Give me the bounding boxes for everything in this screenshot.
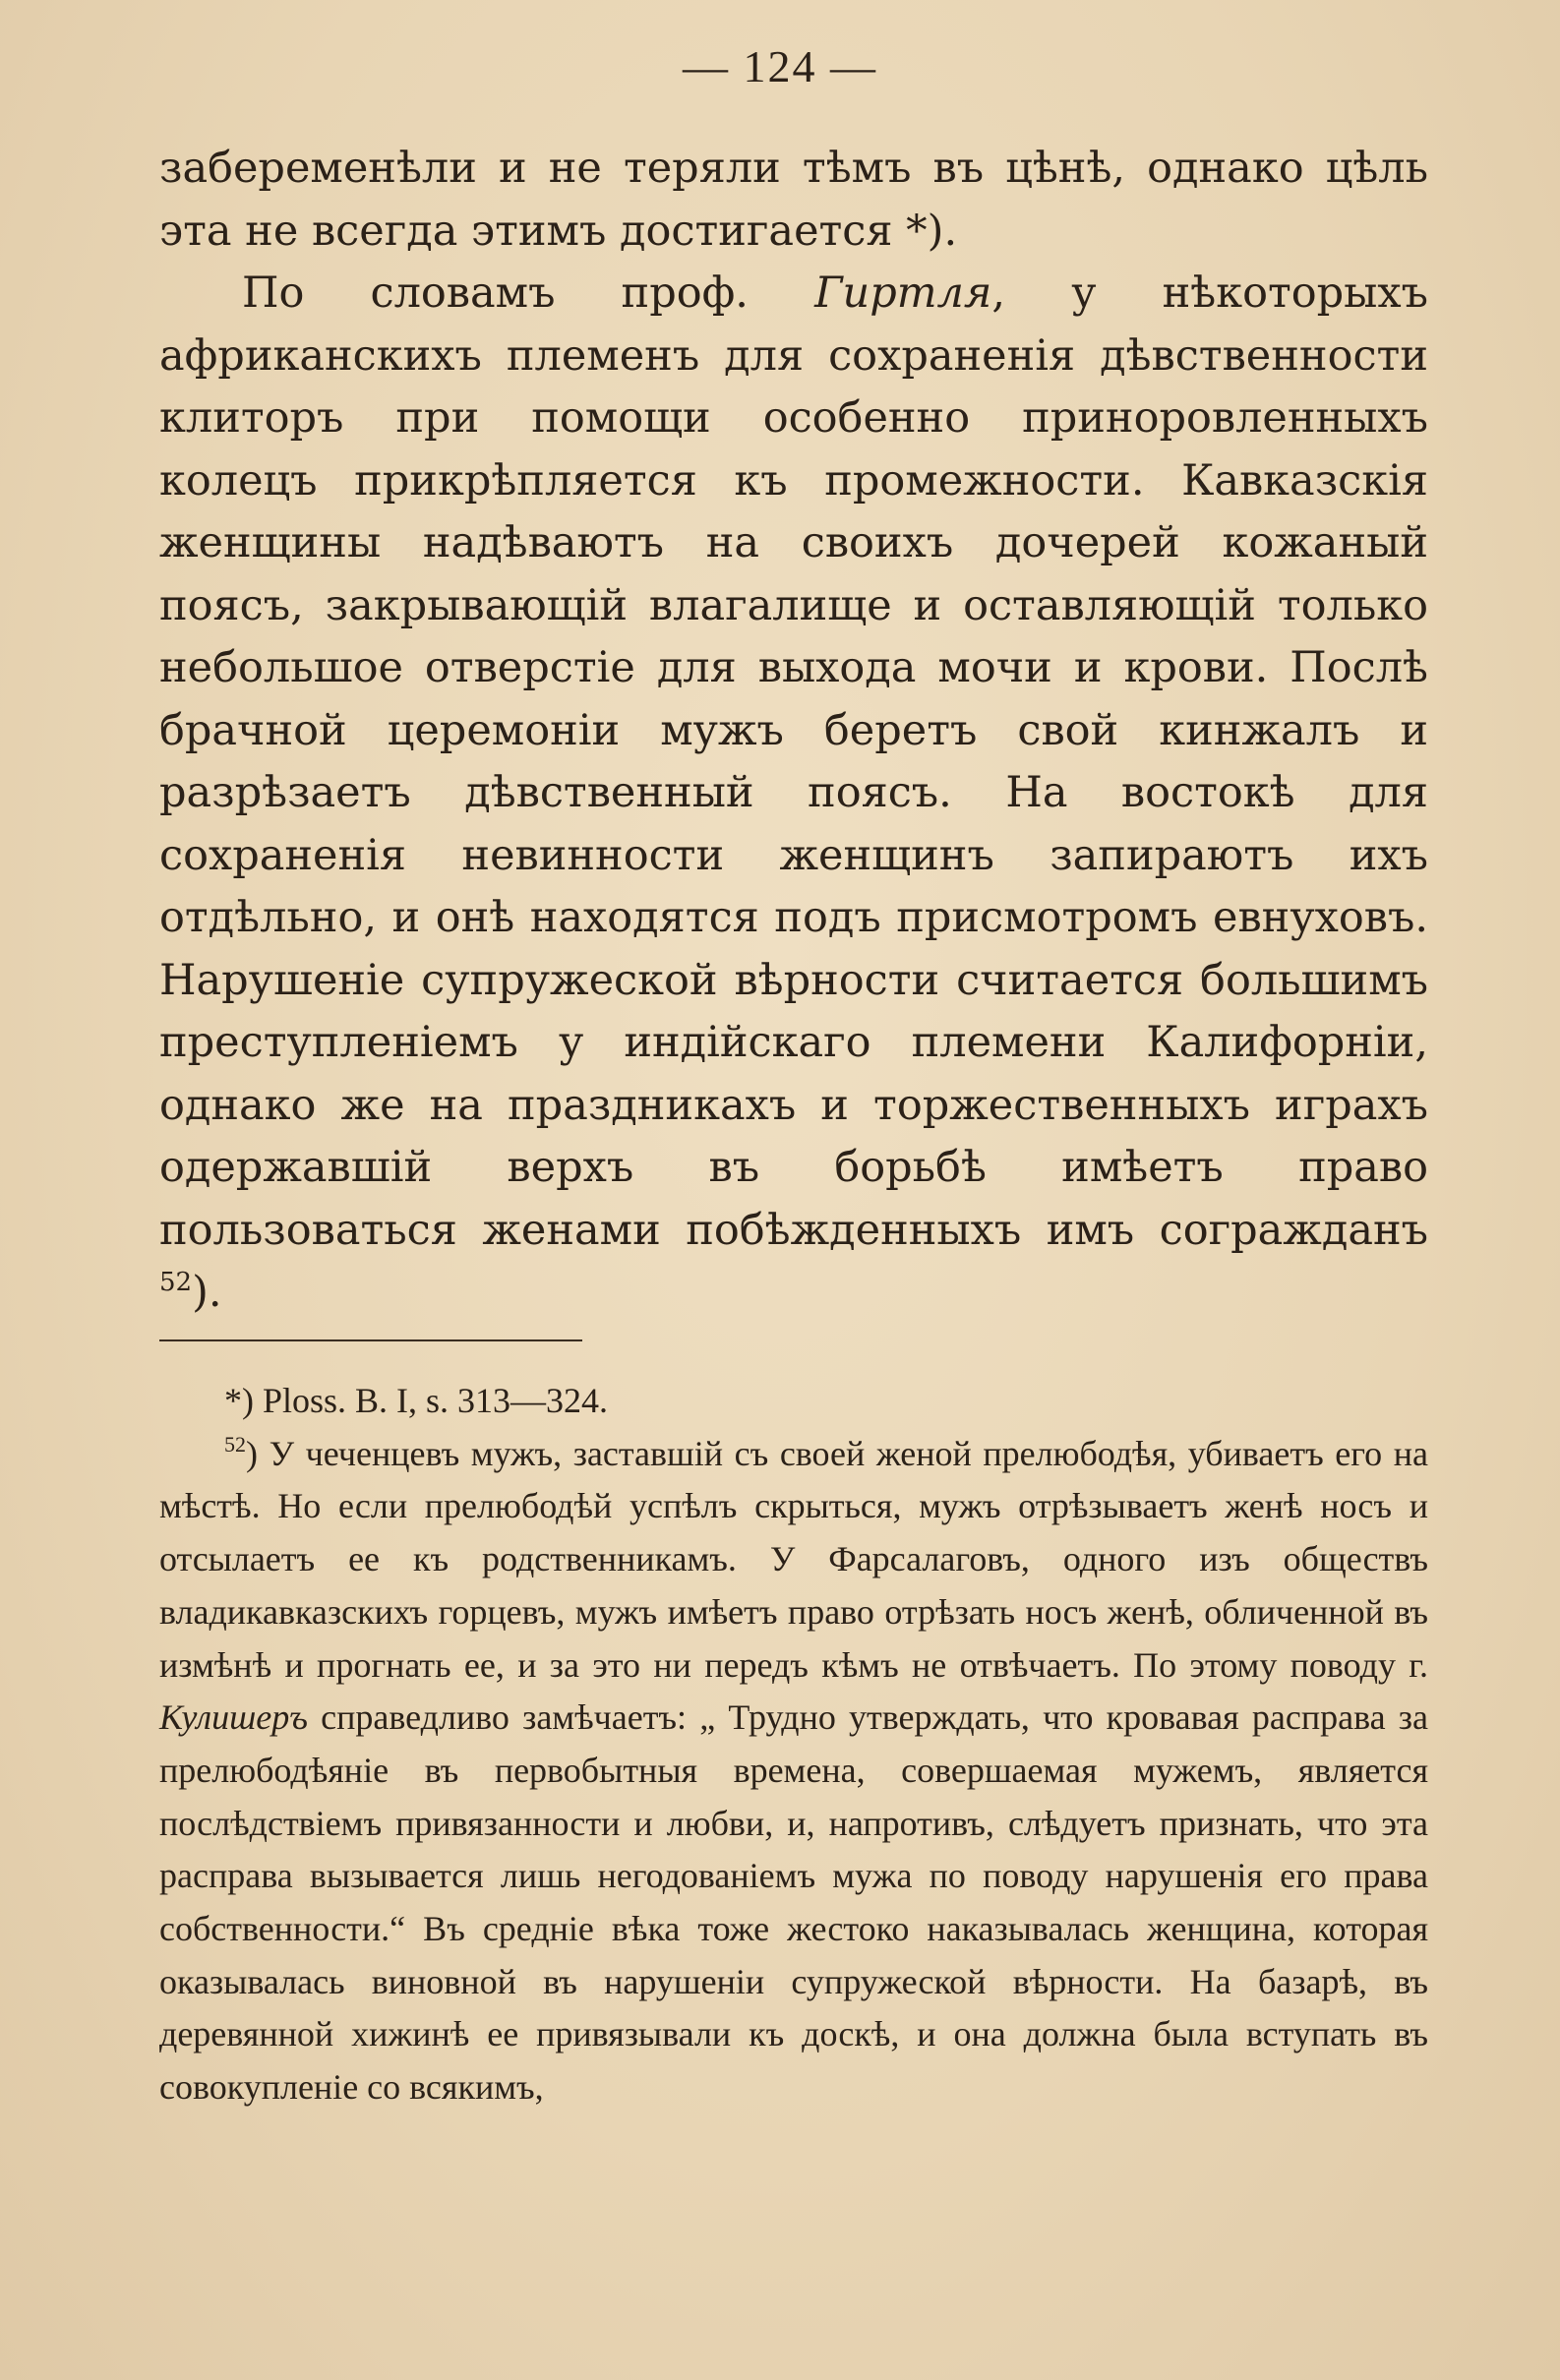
page-number: — 124 — [683, 41, 877, 91]
footnote-text-body: справедливо замѣчаетъ: „ Трудно утверждать, что кровавая расправа за прелюбодѣяніе въ первобытныя времена, совершаемая мужемъ, является послѣдствіемъ привязанности и любви, и, напротивъ, слѣдуетъ признать, что эта расправа вызывается лишь негодованіемъ мужа по поводу нарушенія его права собственности.“ Въ средніе вѣка тоже жестоко наказывалась женщина, которая оказывалась виновной въ нарушеніи супружеской вѣрности. На базарѣ, въ деревянной хижинѣ ее привязывали къ доскѣ, и она должна была вступать въ совокупленіе со всякимъ, [159, 1697, 1428, 2108]
author-name-kulisher: Кулишеръ [159, 1697, 308, 1738]
paragraph-text-start: По словамъ проф. [242, 268, 815, 318]
footnote-star: *) Ploss. B. I, s. 313—324. [224, 1381, 609, 1420]
footnotes [159, 1375, 1428, 2114]
paragraph-text-body: , у нѣкоторыхъ африканскихъ племенъ для сохраненія дѣвственности клиторъ при помощи особенно приноровленныхъ колецъ прикрѣпляется къ промежности. Кавказскія женщины надѣваютъ на своихъ дочерей кожаный поясъ, закрывающій влагалище и оставляющій только небольшое отверстіе для выхода мочи и крови. Послѣ брачной церемоніи мужъ беретъ свой кинжалъ и разрѣзаетъ дѣвственный поясъ. На востокѣ для сохраненія невинности женщинъ запираютъ ихъ отдѣльно, и онѣ находятся подъ присмотромъ евнуховъ. Нарушеніе супружеской вѣрности считается большимъ преступленіемъ у индійскаго племени Калифорніи, однако же на праздникахъ и торжественныхъ играхъ одержавшій верхъ въ борьбѣ имѣетъ право пользоваться женами побѣжденныхъ имъ согражданъ [159, 268, 1428, 1255]
paragraph-continued: забеременѣли и не теряли тѣмъ въ цѣнѣ, однако цѣль эта не всегда этимъ достигается *). [159, 144, 1428, 256]
main-text [159, 138, 1428, 1325]
footnote-text-start: ) У чеченцевъ мужъ, заставшій съ своей женой прелюбодѣя, убиваетъ его на мѣстѣ. Но если прелюбодѣй успѣлъ скрыться, мужъ отрѣзываетъ женѣ носъ и отсылаетъ ее къ родственникамъ. У Фарсалаговъ, одного изъ обществъ владикавказскихъ горцевъ, мужъ имѣетъ право отрѣзать носъ женѣ, обличенной въ измѣнѣ и прогнать ее, и за это ни передъ кѣмъ не отвѣчаетъ. По этому поводу г. [159, 1433, 1428, 1685]
paragraph-text-end: ). [192, 1268, 222, 1317]
author-name-hyrtl: Гиртля [814, 268, 992, 318]
footnote-marker-52: 52 [224, 1431, 246, 1457]
footnote-reference-52: 52 [159, 1268, 193, 1297]
footnote-divider [159, 1339, 582, 1341]
footnote-52 [159, 1428, 1428, 2114]
paragraph-hyrtl [159, 263, 1428, 1325]
